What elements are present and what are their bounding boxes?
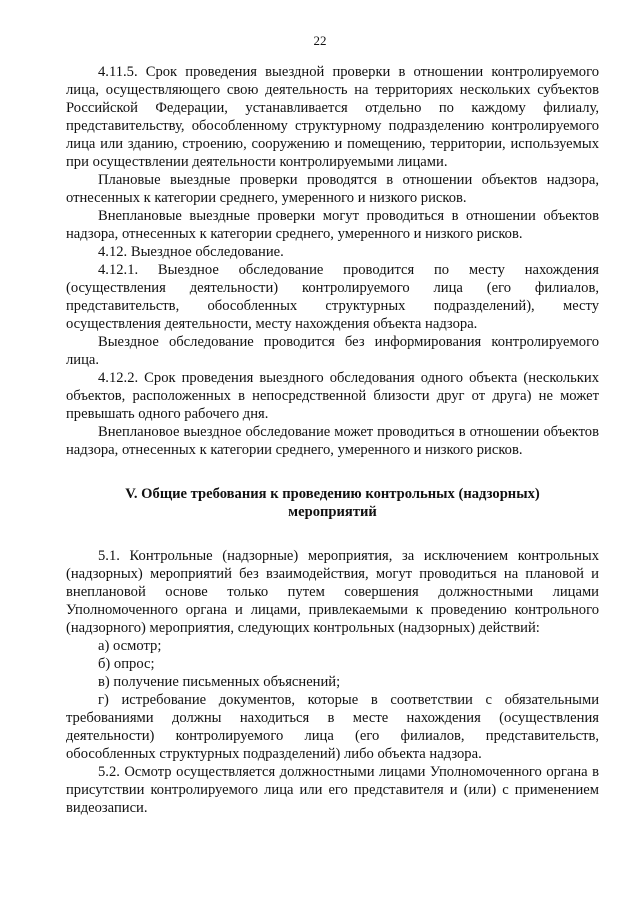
section-heading xyxy=(66,485,599,521)
paragraph: Плановые выездные проверки проводятся в отношении объектов надзора, отнесенных к категории среднего, умеренного и низкого рисков. xyxy=(66,172,599,206)
paragraph: 4.12.1. Выездное обследование проводится по месту нахождения (осуществления деятельности) контролируемого лица (его филиалов, представительств, обособленных структурных подразделений), месту осуществления деятельности, месту нахождения объекта надзора. xyxy=(66,262,599,332)
paragraph: 4.12.2. Срок проведения выездного обследования одного объекта (нескольких объектов, расположенных в непосредственной близости друг от друга) не может превышать одного рабочего дня. xyxy=(66,370,599,422)
paragraph: 5.1. Контрольные (надзорные) мероприятия, за исключением контрольных (надзорных) мероприятий без взаимодействия, могут проводиться на плановой и внеплановой основе только путем совершения должностными лицами Уполномоченного органа и лицами, привлекаемыми к проведению контрольного (надзорного) мероприятия, следующих контрольных (надзорных) действий: xyxy=(66,548,599,636)
list-item: а) осмотр; xyxy=(98,638,162,654)
paragraph: 4.11.5. Срок проведения выездной проверки в отношении контролируемого лица, осуществляющего свою деятельность на территориях нескольких субъектов Российской Федерации, устанавливается отдельно по каждому филиалу, представительству, обособленному структурному подразделению контролируемого лица или зданию, строению, сооружению и помещению, территории, используемых при осуществлении деятельности контролируемыми лицами. xyxy=(66,64,599,170)
section-heading-line: V. Общие требования к проведению контрольных (надзорных) xyxy=(125,486,540,502)
list-item: в) получение письменных объяснений; xyxy=(98,674,341,690)
section-heading-line: мероприятий xyxy=(288,504,377,520)
paragraph: Внеплановые выездные проверки могут проводиться в отношении объектов надзора, отнесенных к категории среднего, умеренного и низкого рисков. xyxy=(66,208,599,242)
list-item: б) опрос; xyxy=(98,656,155,672)
list-item: г) истребование документов, которые в соответствии с обязательными требованиями должны находиться в месте нахождения (осуществления деятельности) контролируемого лица (его филиалов, представительств, обособленных структурных подразделений) либо объекта надзора. xyxy=(66,692,599,762)
paragraph: 5.2. Осмотр осуществляется должностными лицами Уполномоченного органа в присутствии контролируемого лица или его представителя и (или) с применением видеозаписи. xyxy=(66,764,599,816)
paragraph: Внеплановое выездное обследование может проводиться в отношении объектов надзора, отнесенных к категории среднего, умеренного и низкого рисков. xyxy=(66,424,599,458)
paragraph: Выездное обследование проводится без информирования контролируемого лица. xyxy=(66,334,599,368)
page-number: 22 xyxy=(313,33,327,48)
paragraph: 4.12. Выездное обследование. xyxy=(98,244,284,260)
document-body xyxy=(66,63,599,817)
